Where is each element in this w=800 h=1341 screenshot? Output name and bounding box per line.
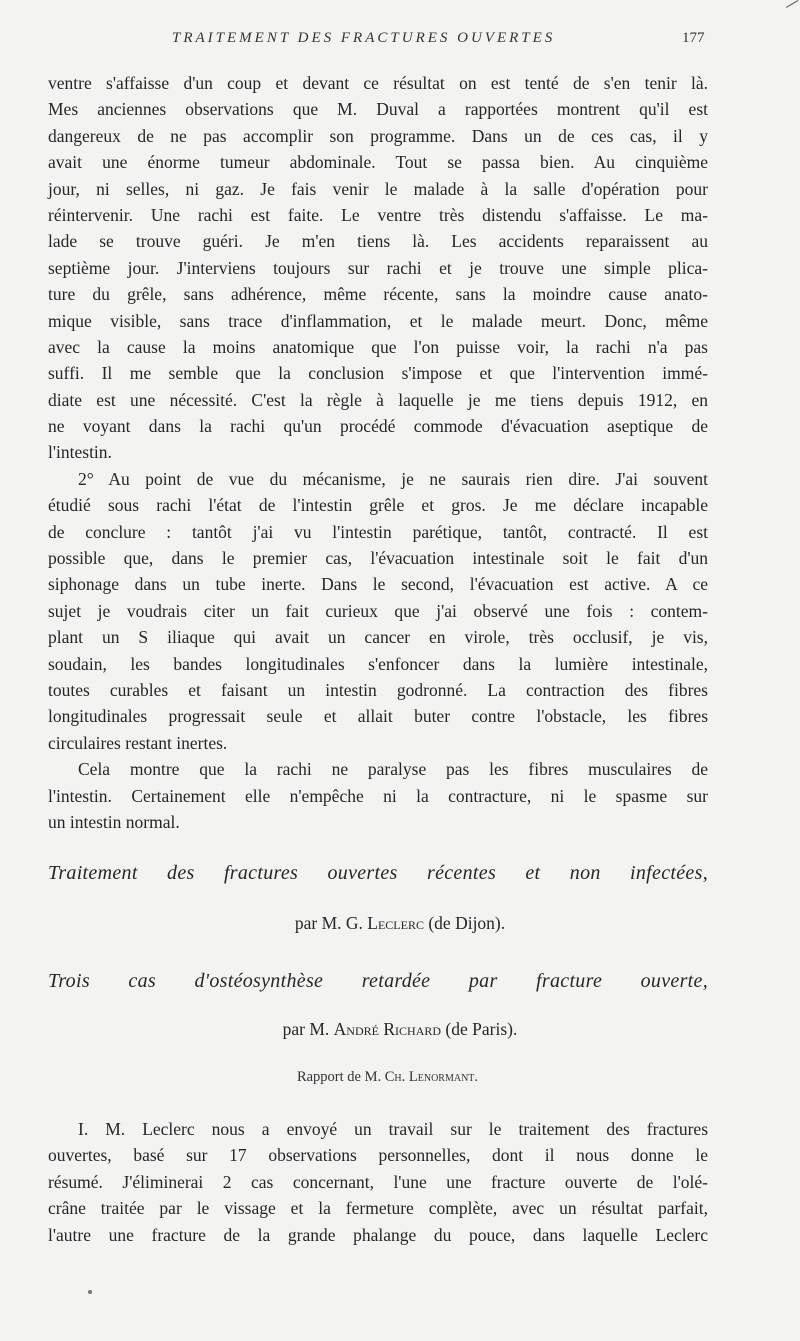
text-line: l'intestin. Certainement elle n'empêche ni la contracture, ni le spasme sur	[48, 785, 708, 806]
text-line: longitudinales progressait seule et allait buter contre l'obstacle, les fibres	[48, 706, 708, 727]
text-line: lade se trouve guéri. Je m'en tiens là. Les accidents reparaissent au	[48, 231, 708, 252]
text-line: un intestin normal.	[48, 811, 180, 832]
text-line: réintervenir. Une rachi est faite. Le ventre très distendu s'affaisse. Le ma-	[48, 204, 708, 225]
text-line: avait une énorme tumeur abdominale. Tout se passa bien. Au cinquième	[48, 152, 708, 173]
report-prefix: Rapport de M.	[296, 1069, 385, 1085]
text-line: ventre s'affaisse d'un coup et devant ce résultat on est tenté de s'en tenir là.	[48, 73, 708, 93]
text-line: ne voyant dans la rachi qu'un procédé commode d'évacuation aseptique de	[48, 416, 708, 437]
text-line: résumé. J'éliminerai 2 cas concernant, l'une une fracture ouverte de l'olé-	[48, 1171, 708, 1192]
section-1-title: Traitement des fractures ouvertes récentes et non infectées,	[48, 862, 708, 884]
paragraph-4	[48, 1116, 708, 1248]
byline-prefix: par M.	[282, 1019, 334, 1039]
byline-prefix: par M.	[294, 913, 346, 933]
text-line: dangereux de ne pas accomplir son programme. Dans un de ces cas, il y	[48, 125, 708, 146]
body-text	[48, 70, 708, 835]
text-line: septième jour. J'interviens toujours sur rachi et je trouve une simple plica-	[48, 257, 708, 278]
text-line: ture du grêle, sans adhérence, même récente, sans la moindre cause anato-	[48, 284, 708, 305]
text-line: crâne traitée par le vissage et la fermeture complète, avec un résultat parfait,	[48, 1198, 708, 1219]
reporter-name: Ch. Lenormant.	[384, 1069, 479, 1085]
section-2-title: Trois cas d'ostéosynthèse retardée par fracture ouverte,	[48, 970, 708, 992]
byline-affiliation: (de Paris).	[441, 1019, 518, 1039]
text-line: suffi. Il me semble que la conclusion s'impose et que l'intervention immé-	[48, 363, 708, 384]
author-name: André Richard	[333, 1019, 442, 1039]
running-header	[0, 30, 800, 54]
byline-affiliation: (de Dijon).	[423, 913, 506, 933]
text-line: étudié sous rachi l'état de l'intestin grêle et gros. Je me déclare incapable	[48, 495, 708, 516]
text-line: diate est une nécessité. C'est la règle à laquelle je me tiens depuis 1912, en	[48, 389, 708, 410]
text-line: l'intestin.	[48, 442, 112, 463]
text-line: Cela montre que la rachi ne paralyse pas les fibres musculaires de	[78, 759, 708, 780]
text-line: avec la cause la moins anatomique que l'on puisse voir, la rachi n'a pas	[48, 336, 708, 357]
text-line: l'autre une fracture de la grande phalange du pouce, dans laquelle Leclerc	[48, 1224, 708, 1245]
text-line: circulaires restant inertes.	[48, 732, 228, 753]
text-line: siphonage dans un tube inerte. Dans le second, l'évacuation est active. A ce	[48, 574, 708, 595]
corner-scan-mark	[786, 0, 800, 17]
paragraph-3	[48, 756, 708, 835]
author-name: G. Leclerc	[345, 913, 424, 933]
ink-speck	[88, 1290, 92, 1294]
text-line: 2° Au point de vue du mécanisme, je ne saurais rien dire. J'ai souvent	[78, 468, 708, 489]
text-line: soudain, les bandes longitudinales s'enfoncer dans la lumière intestinale,	[48, 653, 708, 674]
running-title: TRAITEMENT DES FRACTURES OUVERTES	[172, 30, 556, 46]
text-line: de conclure : tantôt j'ai vu l'intestin parétique, tantôt, contracté. Il est	[48, 521, 708, 542]
text-line: I. M. Leclerc nous a envoyé un travail sur le traitement des fractures	[78, 1119, 708, 1139]
text-line: mique visible, sans trace d'inflammation, et le malade meurt. Donc, même	[48, 310, 708, 331]
paragraph-1	[48, 70, 708, 466]
report-line	[0, 1069, 775, 1086]
text-line: ouvertes, basé sur 17 observations personnelles, dont il nous donne le	[48, 1145, 708, 1166]
section-2-byline	[0, 1019, 800, 1040]
paragraph-2	[48, 466, 708, 756]
text-line: toutes curables et faisant un intestin godronné. La contraction des fibres	[48, 679, 708, 700]
text-line: Mes anciennes observations que M. Duval a rapportées montrent qu'il est	[48, 99, 708, 120]
text-line: plant un S iliaque qui avait un cancer en virole, très occlusif, je vis,	[48, 627, 708, 648]
page-number: 177	[682, 30, 705, 46]
section-1-byline	[0, 913, 800, 934]
text-line: possible que, dans le premier cas, l'évacuation intestinale soit le fait d'un	[48, 548, 708, 569]
text-line: sujet je voudrais citer un fait curieux que j'ai observé une fois : contem-	[48, 600, 708, 621]
text-line: jour, ni selles, ni gaz. Je fais venir le malade à la salle d'opération pour	[48, 178, 708, 199]
